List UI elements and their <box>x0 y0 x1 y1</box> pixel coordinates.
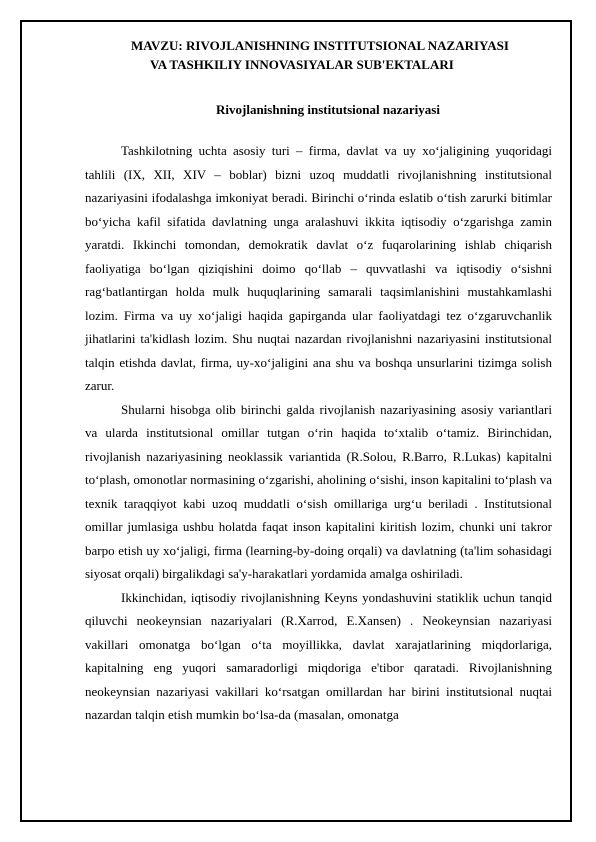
paragraphs <box>85 139 552 727</box>
paragraph-3: Ikkinchidan, iqtisodiy rivojlanishning Keyns yondashuvini statiklik uchun tanqid qiluvchi neokeynsian nazariyalari (R.Xarrod, E.Xansen) . Neokeynsian nazariyasi vakillari omonatga bo‘lgan o‘ta moyillikka, davlat xarajatlarining miqdorlariga, kapitalning eng yuqori samaradorligi miqdoriga e'tibor qaratadi. Rivojlanishning neokeynsian nazariyasi vakillari ko‘rsatgan omillardan har birini institutsional nuqtai nazardan talqin etish mumkin bo‘lsa-da (masalan, omonatga <box>85 589 552 722</box>
section-title: Rivojlanishning institutsional nazariyasi <box>216 102 440 117</box>
paragraph-2: Shularni hisobga olib birinchi galda rivojlanish nazariyasining asosiy variantlari va ularda institutsional omillar tutgan o‘rin haqida to‘xtalib o‘tamiz. Birinchidan, rivojlanish nazariyasining neoklassik variantida (R.Solou, R.Barro, R.Lukas) kapitalni to‘plash, omonotlar normasining o‘zgarishi, aholining o‘sishi, inson kapitalini to‘plash va texnik taraqqiyot kabi uzoq muddatli o‘sish omillariga urg‘u beriladi . Institutsional omillar jumlasiga ushbu holatda faqat inson kapitalini kiritish lozim, chunki uni takror barpo etish uy xo‘jaligi, firma (learning-by-doing orqali) va davlatning (ta'lim sohasidagi siyosat orqali) birgalikdagi sa'y-harakatlari yordamida amalga oshiriladi. <box>85 401 552 581</box>
topic-heading-line-1: MAVZU: RIVOJLANISHNING INSTITUTSIONAL NAZARIYASI <box>131 38 509 53</box>
topic-heading-line-2: VA TASHKILIY INNOVASIYALAR SUB'EKTALARI <box>150 57 454 72</box>
paragraph-1: Tashkilotning uchta asosiy turi – firma, davlat va uy xo‘jaligining yuqoridagi tahlili (IX, XII, XIV – boblar) bizni uzoq muddatli rivojlanishning institutsional nazariyasini ifodalashga imkoniyat beradi. Birinchi o‘rinda eslatib o‘tish zarurki bitimlar bo‘yicha kafil sifatida davlatning unga aralashuvi ikkita iqtisodiy o‘zgarishga zamin yaratdi. Ikkinchi tomondan, demokratik davlat o‘z fuqarolarining ishlab chiqarish faoliyatiga bo‘lgan qiziqishini doimo qo‘llab – quvvatlashi va iqtisodiy o‘sishni rag‘batlantirgan holda mulk huquqlarining samarali taqsimlanishini mustahkamlashi lozim. Firma va uy xo‘jaligi haqida gapirganda ular faoliyatdagi tez o‘zgaruvchanlik jihatlarini ta'kidlash lozim. Shu nuqtai nazardan rivojlanishni nazariyasini institutsional talqin etishda davlat, firma, uy-xo‘jaligini ana shu va boshqa unsurlarini tizimga solish zarur. <box>85 143 552 393</box>
document-body <box>85 36 552 727</box>
